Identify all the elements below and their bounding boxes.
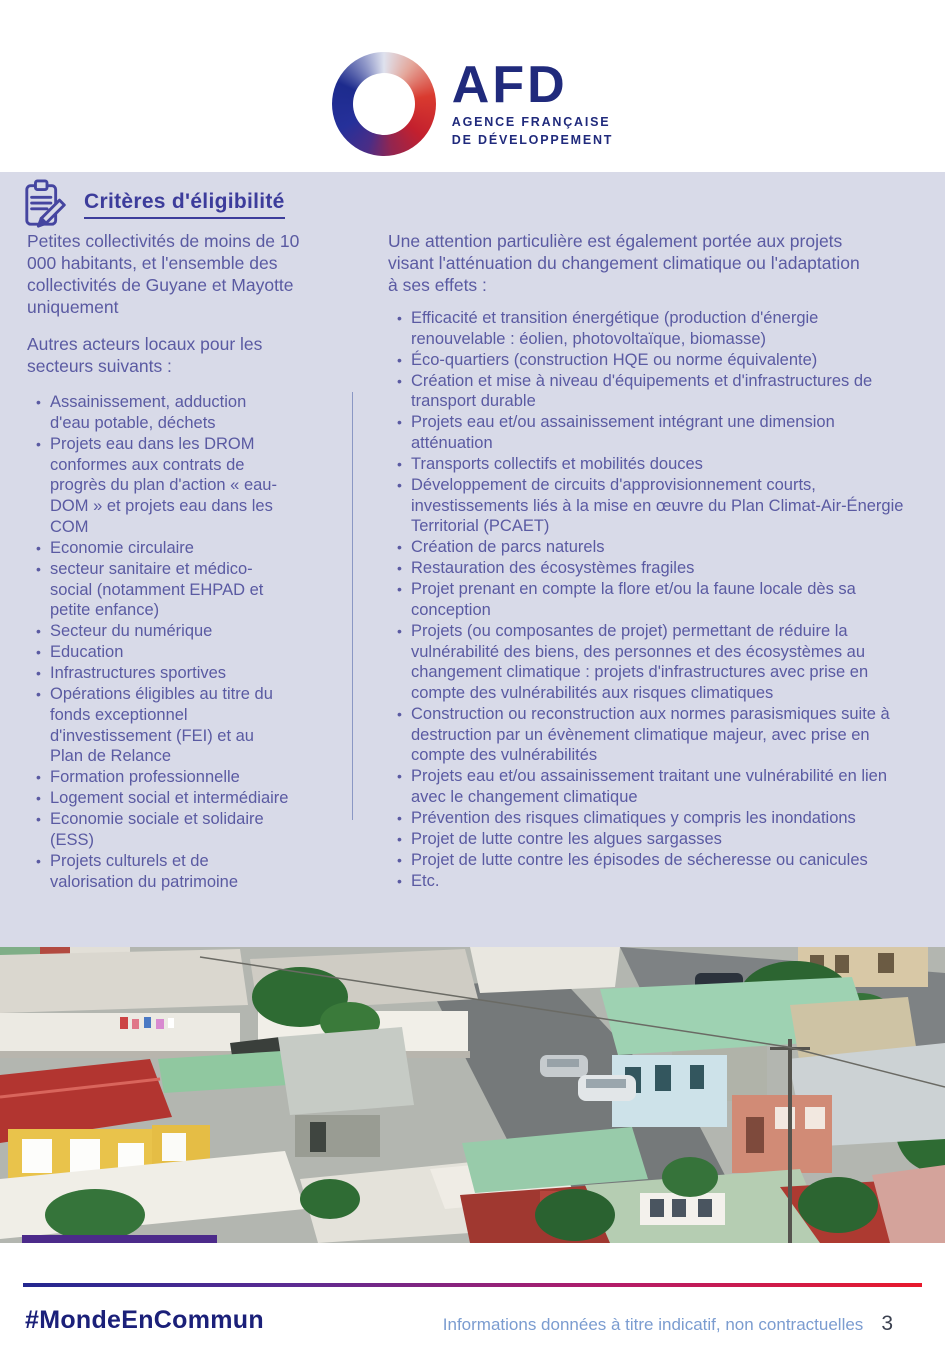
list-item bbox=[27, 642, 342, 663]
aerial-neighborhood-photo bbox=[0, 947, 945, 1243]
afd-logo bbox=[0, 52, 945, 156]
bullet-marker: • bbox=[397, 310, 402, 327]
list-item bbox=[27, 767, 342, 788]
list-item bbox=[388, 766, 928, 808]
list-item bbox=[388, 579, 928, 621]
list-item-text: Etc. bbox=[411, 871, 440, 890]
list-item bbox=[27, 663, 342, 684]
list-item-text: Prévention des risques climatiques y compris les inondations bbox=[411, 808, 856, 827]
list-item-text: Efficacité et transition énergétique (production d'énergie renouvelable : éolien, photovoltaïque, biomasse) bbox=[411, 309, 819, 348]
left-intro-paragraph-2: Autres acteurs locaux pour les secteurs suivants : bbox=[27, 334, 263, 377]
bullet-marker: • bbox=[36, 665, 41, 682]
bullet-marker: • bbox=[397, 414, 402, 431]
bullet-marker: • bbox=[36, 769, 41, 786]
bullet-marker: • bbox=[36, 852, 41, 869]
section-header bbox=[22, 178, 285, 230]
bullet-marker: • bbox=[36, 394, 41, 411]
list-item-text: Projet de lutte contre les épisodes de sécheresse ou canicules bbox=[411, 850, 868, 869]
list-item bbox=[27, 788, 342, 809]
bullet-marker: • bbox=[397, 705, 402, 722]
bullet-marker: • bbox=[397, 872, 402, 889]
bullet-marker: • bbox=[397, 351, 402, 368]
list-item bbox=[27, 559, 342, 621]
footer-disclaimer: Informations données à titre indicatif, non contractuelles bbox=[442, 1315, 864, 1334]
bullet-marker: • bbox=[397, 581, 402, 598]
footer-right-group bbox=[443, 1312, 893, 1336]
bullet-marker: • bbox=[397, 560, 402, 577]
list-item-text: Projet prenant en compte la flore et/ou la faune locale dès sa conception bbox=[411, 580, 856, 619]
page-title: Critères d'éligibilité bbox=[84, 190, 285, 219]
list-item bbox=[27, 684, 342, 767]
eligibility-panel bbox=[0, 172, 945, 947]
bullet-marker: • bbox=[36, 790, 41, 807]
bullet-marker: • bbox=[397, 455, 402, 472]
list-item-text: Éco-quartiers (construction HQE ou norme équivalente) bbox=[411, 350, 818, 369]
list-item-text: Economie sociale et solidaire (ESS) bbox=[50, 810, 264, 849]
list-item bbox=[388, 308, 928, 350]
list-item-text: Infrastructures sportives bbox=[50, 664, 227, 683]
list-item-text: Formation professionnelle bbox=[50, 768, 240, 787]
afd-logo-text bbox=[451, 56, 614, 149]
right-bullet-list bbox=[388, 308, 928, 892]
list-item-text: Développement de circuits d'approvisionnement courts, investissements liés à la mise en œuvre du Plan Climat-Air-Énergie Territorial (PCAET) bbox=[411, 475, 904, 536]
list-item bbox=[388, 475, 928, 537]
list-item-text: Opérations éligibles au titre du fonds exceptionnel d'investissement (FEI) et au Plan de Relance bbox=[50, 685, 273, 766]
list-item bbox=[27, 621, 342, 642]
bullet-marker: • bbox=[397, 476, 402, 493]
bullet-marker: • bbox=[397, 768, 402, 785]
bullet-marker: • bbox=[36, 686, 41, 703]
list-item bbox=[388, 829, 928, 850]
list-item bbox=[27, 434, 342, 538]
column-divider bbox=[352, 392, 353, 820]
list-item-text: Assainissement, adduction d'eau potable, déchets bbox=[50, 393, 247, 433]
list-item-text: Education bbox=[50, 643, 124, 662]
list-item-text: secteur sanitaire et médico-social (notamment EHPAD et petite enfance) bbox=[50, 559, 264, 620]
list-item bbox=[388, 454, 928, 475]
list-item-text: Construction ou reconstruction aux normes parasismiques suite à destruction par un évènement climatique majeur, avec prise en compte des vulnérabilités bbox=[411, 704, 890, 765]
list-item bbox=[388, 350, 928, 371]
bullet-marker: • bbox=[397, 622, 402, 639]
list-item-text: Projets (ou composantes de projet) permettant de réduire la vulnérabilité des biens, des personnes et des écosystèmes au changement climatique : projets d'infrastructures avec prise en compte des vulnérabilités aux risques climatiques bbox=[411, 621, 869, 703]
list-item bbox=[388, 704, 928, 766]
bullet-marker: • bbox=[36, 539, 41, 556]
right-intro-paragraph: Une attention particulière est également portée aux projets visant l'atténuation du changement climatique ou l'adaptation à ses effets : bbox=[388, 231, 860, 296]
bullet-marker: • bbox=[397, 539, 402, 556]
left-intro-paragraph-1: Petites collectivités de moins de 10 000 habitants, et l'ensemble des collectivités de Guyane et Mayotte uniquement bbox=[27, 231, 300, 318]
bullet-marker: • bbox=[36, 435, 41, 452]
footer-gradient-rule bbox=[23, 1283, 922, 1287]
list-item-text: Transports collectifs et mobilités douces bbox=[411, 454, 703, 473]
list-item bbox=[388, 808, 928, 829]
list-item-text: Projet de lutte contre les algues sargasses bbox=[411, 829, 722, 848]
bullet-marker: • bbox=[397, 372, 402, 389]
list-item-text: Création de parcs naturels bbox=[411, 538, 605, 557]
list-item bbox=[388, 371, 928, 413]
bullet-marker: • bbox=[36, 811, 41, 828]
bullet-marker: • bbox=[397, 851, 402, 868]
bullet-marker: • bbox=[397, 830, 402, 847]
list-item-text: Restauration des écosystèmes fragiles bbox=[411, 559, 695, 578]
list-item-text: Logement social et intermédiaire bbox=[50, 789, 289, 808]
left-column bbox=[27, 230, 342, 892]
page-number: 3 bbox=[881, 1312, 893, 1335]
list-item-text: Projets eau dans les DROM conformes aux contrats de progrès du plan d'action « eau-DOM » et projets eau dans les COM bbox=[50, 434, 277, 536]
list-item bbox=[388, 558, 928, 579]
list-item bbox=[27, 392, 342, 434]
left-bullet-list bbox=[27, 392, 342, 892]
list-item bbox=[27, 809, 342, 851]
list-item bbox=[27, 538, 342, 559]
list-item-text: Projets culturels et de valorisation du patrimoine bbox=[50, 851, 239, 891]
afd-subtitle-line2: DE DÉVELOPPEMENT bbox=[451, 132, 614, 147]
list-item bbox=[27, 851, 342, 893]
list-item-text: Projets eau et/ou assainissement traitant une vulnérabilité en lien avec le changement climatique bbox=[411, 767, 888, 806]
afd-ring-icon bbox=[332, 52, 436, 156]
right-column bbox=[388, 230, 928, 892]
list-item bbox=[388, 850, 928, 871]
list-item-text: Création et mise à niveau d'équipements et d'infrastructures de transport durable bbox=[411, 371, 873, 411]
clipboard-pencil-icon bbox=[22, 178, 72, 230]
list-item bbox=[388, 621, 928, 704]
bullet-marker: • bbox=[36, 644, 41, 661]
list-item bbox=[388, 412, 928, 454]
bullet-marker: • bbox=[397, 809, 402, 826]
bullet-marker: • bbox=[36, 623, 41, 640]
list-item-text: Secteur du numérique bbox=[50, 622, 213, 641]
monde-en-commun-hashtag: #MondeEnCommun bbox=[25, 1306, 264, 1334]
afd-subtitle-line1: AGENCE FRANÇAISE bbox=[451, 115, 611, 129]
list-item-text: Economie circulaire bbox=[50, 538, 194, 557]
afd-brand: AFD bbox=[451, 56, 568, 114]
list-item-text: Projets eau et/ou assainissement intégrant une dimension atténuation bbox=[411, 413, 835, 453]
list-item bbox=[388, 871, 928, 892]
list-item bbox=[388, 537, 928, 558]
bullet-marker: • bbox=[36, 560, 41, 577]
